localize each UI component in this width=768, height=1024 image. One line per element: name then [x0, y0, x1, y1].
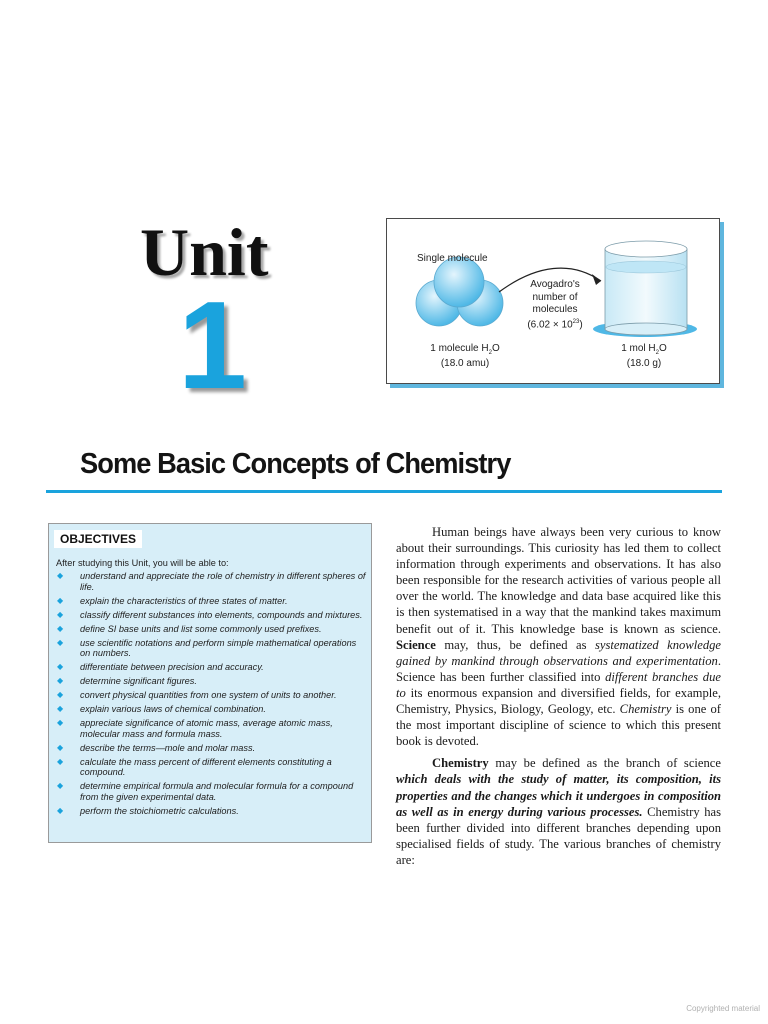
objective-item: ◆ define SI base units and list some commonly used prefixes. — [57, 623, 322, 634]
water-molecule — [416, 257, 503, 326]
diamond-bullet-icon: ◆ — [57, 637, 64, 647]
diamond-bullet-icon: ◆ — [57, 609, 64, 619]
objective-item: ◆ perform the stoichiometric calculations. — [57, 805, 239, 816]
objective-item: ◆ use scientific notations and perform simple mathematical operations on numbers. — [57, 637, 357, 659]
objectives-box — [48, 523, 372, 843]
title-rule — [46, 490, 722, 493]
objective-item: ◆ describe the terms—mole and molar mass. — [57, 742, 256, 753]
objective-item: ◆ understand and appreciate the role of chemistry in different spheres of life. — [57, 571, 366, 592]
unit-label: Unit — [140, 214, 269, 290]
watermark: Copyrighted material — [686, 1004, 760, 1013]
objectives-intro: After studying this Unit, you will be able to: — [56, 558, 229, 568]
body-text — [396, 524, 721, 868]
objective-item: ◆ explain the characteristics of three states of matter. — [57, 595, 288, 606]
diamond-bullet-icon: ◆ — [57, 756, 64, 766]
diamond-bullet-icon: ◆ — [57, 676, 64, 686]
diamond-bullet-icon: ◆ — [57, 781, 64, 791]
objectives-list — [56, 571, 368, 820]
diamond-bullet-icon: ◆ — [57, 623, 64, 633]
objective-item: ◆ convert physical quantities from one system of units to another. — [57, 690, 337, 701]
diamond-bullet-icon: ◆ — [57, 690, 64, 700]
diamond-bullet-icon: ◆ — [57, 571, 64, 580]
objective-item: ◆ determine significant figures. — [57, 676, 197, 687]
single-molecule-label: Single molecule — [417, 253, 488, 264]
diamond-bullet-icon: ◆ — [57, 742, 64, 752]
objectives-heading: OBJECTIVES — [54, 530, 142, 548]
molecule-caption: 1 molecule $H_2O$ (18.0 amu) — [430, 343, 500, 369]
paragraph: Human beings have always been very curious to know about their surroundings. This curiosity has led them to collect information through experiments and observations. It has also been responsible for the research activities of various people all over the world. The knowledge and data base acquired like this is then systematised in a way that the mankind takes maximum benefit out of it. This knowledge base is known as science. Science may, thus, be defined as systematized knowledge gained by mankind through observations and experimentation. Science has been further classified into different branches due to its enormous expansion and diversified fields, for example, Chemistry, Physics, Biology, Geology, etc. Chemistry is one of the most important discipline of science to which this present book is devoted. — [396, 525, 722, 749]
paragraph: Chemistry may be defined as the branch of science which deals with the study of matter, its composition, its properties and the changes which it undergoes in composition as well as in energy during various processes. Chemistry has been further divided into different branches depending upon specialised fields of study. The various branches of chemistry are: — [396, 756, 721, 867]
mol-caption: 1 mol $H_2O$ (18.0 g) — [621, 343, 667, 369]
beaker — [593, 241, 697, 337]
chapter-title: Some Basic Concepts of Chemistry — [80, 448, 511, 480]
objective-item: ◆ classify different substances into elements, compounds and mixtures. — [57, 609, 363, 620]
objective-item: ◆ calculate the mass percent of different elements constituting a compound. — [57, 756, 332, 778]
diamond-bullet-icon: ◆ — [57, 595, 64, 605]
diamond-bullet-icon: ◆ — [57, 662, 64, 672]
diamond-bullet-icon: ◆ — [57, 805, 64, 815]
objective-item: ◆ differentiate between precision and accuracy. — [57, 662, 264, 673]
diamond-bullet-icon: ◆ — [57, 718, 64, 728]
unit-number: 1 — [178, 277, 247, 415]
diamond-bullet-icon: ◆ — [57, 704, 64, 714]
objective-item: ◆ determine empirical formula and molecular formula for a compound from the given experimental data. — [57, 781, 354, 802]
molecule-figure — [386, 218, 720, 384]
avogadro-label: Avogadro's number of molecules $(6.02 \times 10^{23})$ — [527, 279, 583, 330]
objective-item: ◆ explain various laws of chemical combination. — [57, 704, 266, 715]
objective-item: ◆ appreciate significance of atomic mass, average atomic mass, molecular mass and formula mass. — [57, 718, 333, 739]
